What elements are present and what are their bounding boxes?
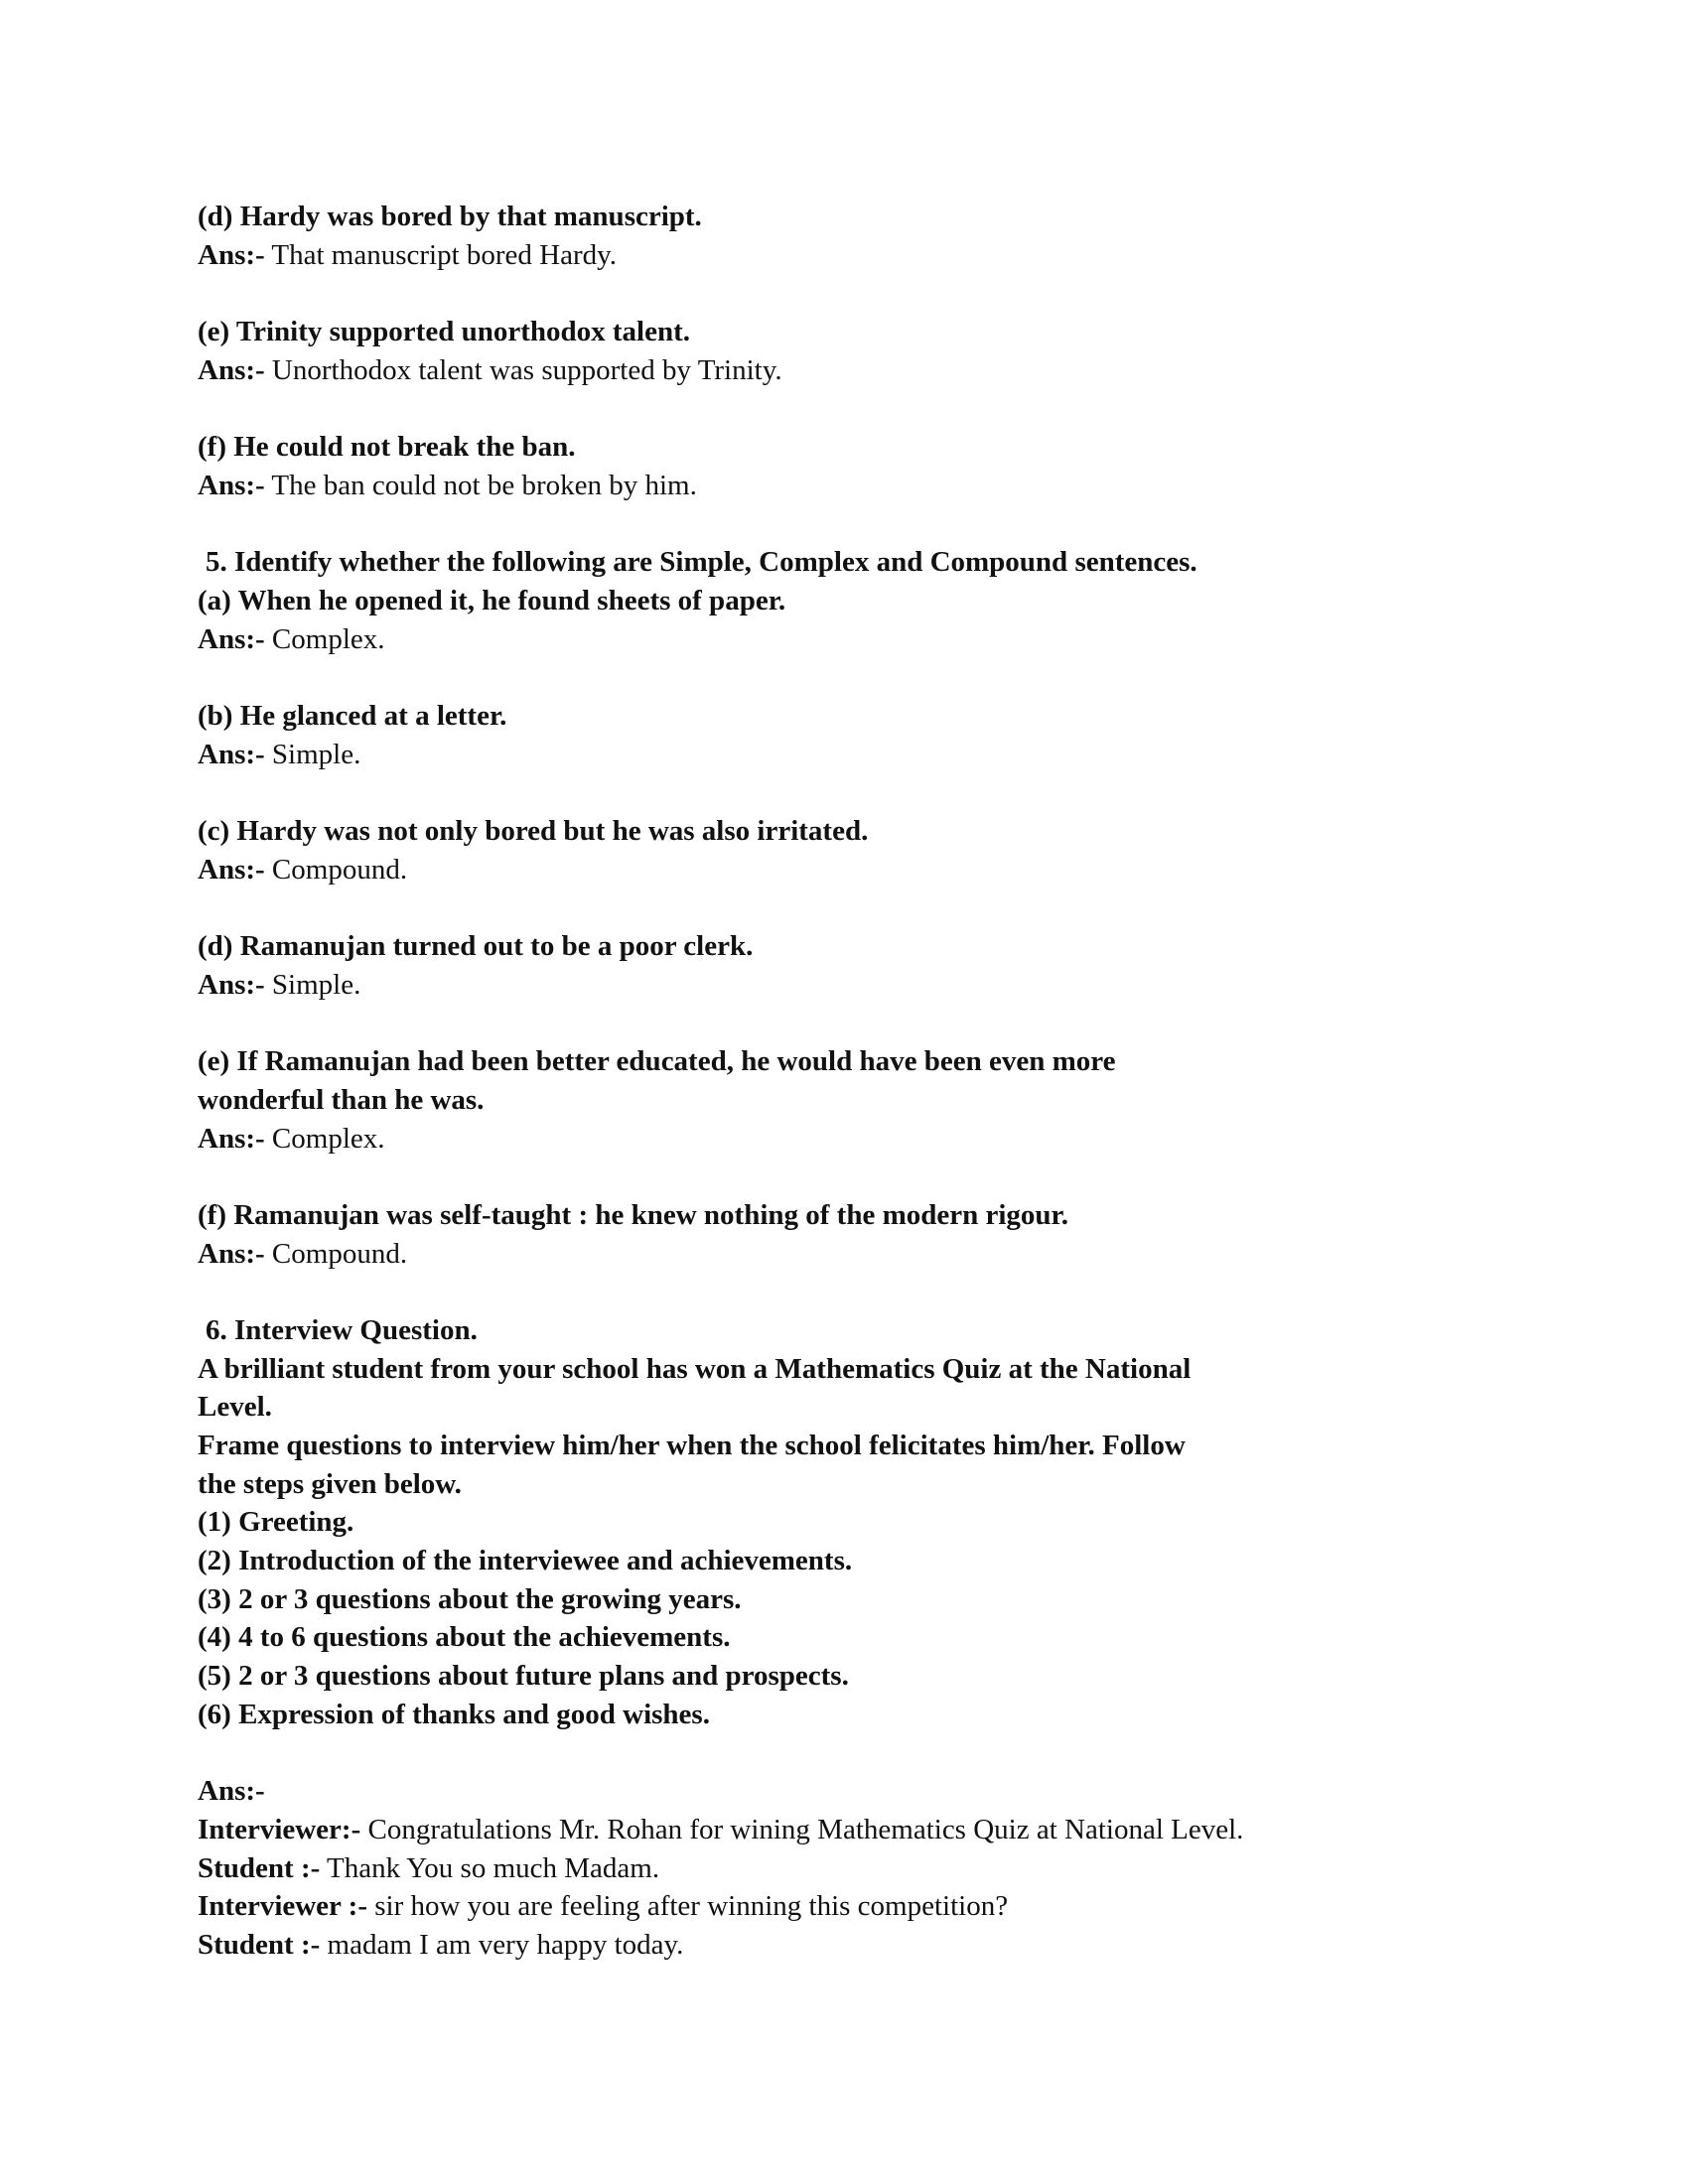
- dialogue-line: [198, 1887, 1508, 1926]
- section-heading: 5. Identify whether the following are Simple, Complex and Compound sentences.: [206, 546, 1197, 579]
- question: (e) If Ramanujan had been better educated, he would have been even more: [198, 1045, 1116, 1078]
- dialogue-text: Thank You so much Madam.: [320, 1851, 660, 1884]
- speaker: Interviewer:-: [198, 1813, 361, 1845]
- answer-label: Ans:-: [198, 1775, 265, 1808]
- answer-label: Ans:-: [198, 738, 265, 770]
- answer-text: Complex.: [264, 622, 385, 655]
- answer: [198, 736, 1508, 774]
- answer-text: Simple.: [264, 968, 361, 1001]
- answer-text: Compound.: [264, 853, 408, 886]
- answer: [198, 851, 1508, 889]
- question: (b) He glanced at a letter.: [198, 699, 507, 732]
- answer-text: That manuscript bored Hardy.: [264, 238, 618, 271]
- answer: [198, 1120, 1508, 1159]
- dialogue-line: [198, 1926, 1508, 1965]
- dialogue-text: madam I am very happy today.: [320, 1928, 684, 1961]
- answer: [198, 236, 1508, 275]
- step-item: (4) 4 to 6 questions about the achievements.: [198, 1621, 731, 1654]
- question: (f) Ramanujan was self-taught : he knew nothing of the modern rigour.: [198, 1198, 1069, 1231]
- question: (d) Ramanujan turned out to be a poor clerk.: [198, 930, 754, 963]
- answer: [198, 966, 1508, 1005]
- prompt-text: Frame questions to interview him/her when the school felicitates him/her. Follow: [198, 1430, 1186, 1461]
- question: (c) Hardy was not only bored but he was also irritated.: [198, 815, 869, 847]
- answer-label: Ans:-: [198, 238, 265, 271]
- step-item: (2) Introduction of the interviewee and achievements.: [198, 1545, 853, 1577]
- question: (a) When he opened it, he found sheets of paper.: [198, 584, 786, 616]
- answer: [198, 351, 1508, 390]
- question: (f) He could not break the ban.: [198, 431, 576, 464]
- question-continued: wonderful than he was.: [198, 1083, 485, 1116]
- dialogue-text: sir how you are feeling after winning this competition?: [366, 1890, 1009, 1923]
- dialogue-line: [198, 1811, 1508, 1849]
- step-item: (3) 2 or 3 questions about the growing years.: [198, 1582, 742, 1615]
- question: (d) Hardy was bored by that manuscript.: [198, 201, 702, 232]
- document-page: [198, 198, 1508, 1965]
- answer: [198, 1235, 1508, 1274]
- prompt-text: the steps given below.: [198, 1467, 462, 1500]
- step-item: (6) Expression of thanks and good wishes.: [198, 1698, 710, 1730]
- answer-label: Ans:-: [198, 1122, 265, 1155]
- prompt-text: A brilliant student from your school has won a Mathematics Quiz at the National: [198, 1352, 1192, 1385]
- speaker: Student :-: [198, 1928, 321, 1961]
- answer-label: Ans:-: [198, 353, 265, 386]
- step-item: (1) Greeting.: [198, 1506, 354, 1539]
- answer-text: Compound.: [264, 1237, 408, 1270]
- section-heading: 6. Interview Question.: [206, 1313, 478, 1346]
- answer-label: Ans:-: [198, 469, 265, 501]
- answer: [198, 620, 1508, 659]
- prompt-text: Level.: [198, 1391, 272, 1424]
- question: (e) Trinity supported unorthodox talent.: [198, 316, 690, 348]
- answer-label: Ans:-: [198, 1237, 265, 1270]
- answer-text: Complex.: [264, 1122, 385, 1155]
- answer-label: Ans:-: [198, 622, 265, 655]
- step-item: (5) 2 or 3 questions about future plans and prospects.: [198, 1660, 849, 1693]
- answer-label: Ans:-: [198, 853, 265, 886]
- answer-text: Unorthodox talent was supported by Trinity.: [264, 353, 782, 386]
- answer-label: Ans:-: [198, 968, 265, 1001]
- answer-text: Simple.: [264, 738, 361, 770]
- answer: [198, 467, 1508, 505]
- answer-text: The ban could not be broken by him.: [264, 469, 697, 501]
- speaker: Student :-: [198, 1851, 321, 1884]
- dialogue-text: Congratulations Mr. Rohan for wining Mathematics Quiz at National Level.: [360, 1813, 1244, 1845]
- speaker: Interviewer :-: [198, 1890, 367, 1923]
- dialogue-line: [198, 1849, 1508, 1888]
